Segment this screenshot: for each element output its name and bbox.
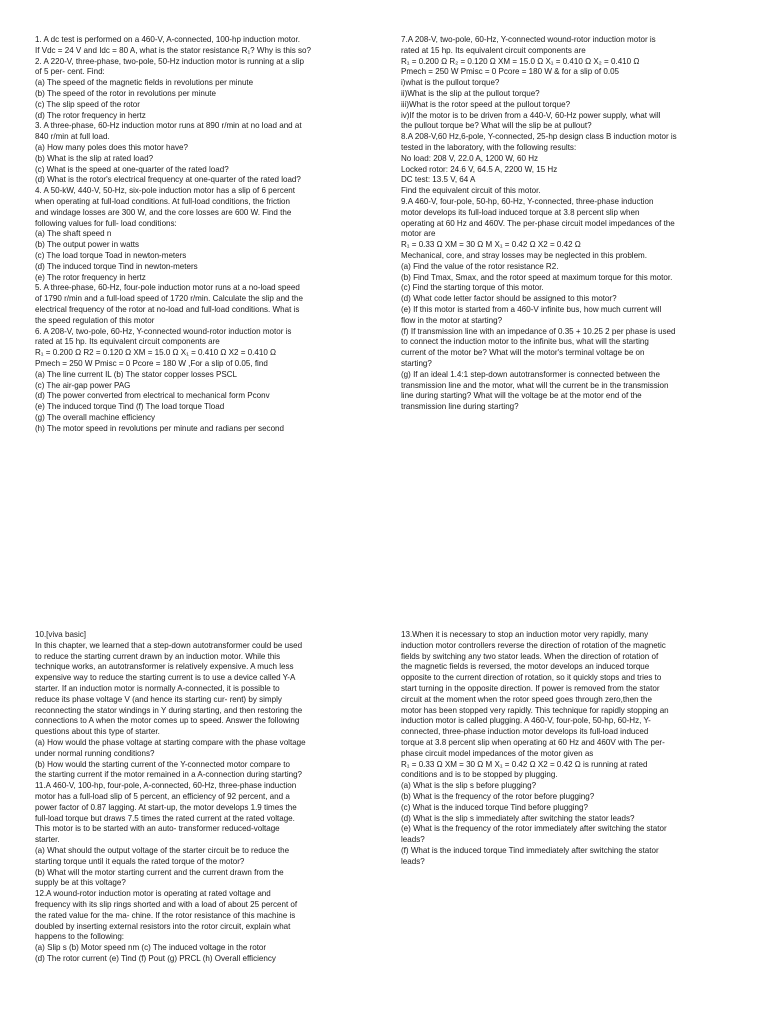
problems-1-6-text: 1. A dc test is performed on a 460-V, A-connected, 100-hp induction motor. If Vdc = 24 V and Idc = 80 A, what is the stator resistance R₁? Why is this so? 2. A 220-V, three-phase, two-pole, 50-Hz induction motor is running at a slip of 5 per- cent. Find: (a) The speed of the magnetic fields in revolutions per minute (b) The speed of the rotor in revolutions per minute (c) The slip speed of the rotor (d) The rotor frequency in hertz 3. A three-phase, 60-Hz induction motor runs at 890 r/min at no load and at 840 r/min at full load. (a) How many poles does this motor have? (b) What is the slip at rated load? (c) What is the speed at one-quarter of the rated load? (d) What is the rotor's electrical frequency at one-quarter of the rated load? 4. A 50-kW, 440-V, 50-Hz, six-pole induction motor has a slip of 6 percent when operating at full-load conditions. At full-load conditions, the friction and windage losses are 300 W, and the core losses are 600 W. Find the following values for full- load conditions: (a) The shaft speed n (b) The output power in watts (c) The load torque Toad in newton-meters (d) The induced torque Tind in newton-meters (e) The rotor frequency in hertz 5. A three-phase, 60-Hz, four-pole induction motor runs at a no-load speed of 1790 r/min and a full-load speed of 1720 r/min. Calculate the slip and the electrical frequency of the rotor at no-load and full-load conditions. What is the speed regulation of this motor 6. A 208-V, two-pole, 60-Hz, Y-connected wound-rotor induction motor is rated at 15 hp. Its equivalent circuit components are R₁ = 0.200 Ω R2 = 0.120 Ω XM = 15.0 Ω X₁ = 0.410 Ω X2 = 0.410 Ω Pmech = 250 W Pmisc = 0 Pcore = 180 W ,For a slip of 0.05, find (a) The line current IL (b) The stator copper losses PSCL (c) The air-gap power PAG (d) The power converted from electrical to mechanical form Pconv (e) The induced torque Tind (f) The load torque Tload (g) The overall machine efficiency (h) The motor speed in revolutions per minute and radians per second (35, 35, 311, 433)
problems-10-12-text: 10.[viva basic] In this chapter, we learned that a step-down autotransformer could be used to reduce the starting current drawn by an induction motor. While this technique works, an autotransformer is relatively expensive. A much less expensive way to reduce the starting current is to use a device called Y-A starter. If an induction motor is normally A-connected, it is possible to reduce its phase voltage V (and hence its starting cur- rent) by simply reconnecting the stator windings in Y during starting, and then restoring the connections to A when the motor comes up to speed. Answer the following questions about this type of starter. (a) How would the phase voltage at starting compare with the phase voltage under normal running conditions? (b) How would the starting current of the Y-connected motor compare to the starting current if the motor remained in a A-connection during starting? 11.A 460-V, 100-hp, four-pole, A-connected, 60-Hz, three-phase induction motor has a full-load slip of 5 percent, an efficiency of 92 percent, and a power factor of 0.87 lagging. At start-up, the motor develops 1.9 times the full-load torque but draws 7.5 times the rated current at the rated voltage. This motor is to be started with an auto- transformer reduced-voltage starter. (a) What should the output voltage of the starter circuit be to reduce the starting torque until it equals the rated torque of the motor? (b) What will the motor starting current and the current drawn from the supply be at this voltage? 12.A wound-rotor induction motor is operating at rated voltage and frequency with its slip rings shorted and with a load of about 25 percent of the rated value for the ma- chine. If the rotor resistance of this machine is doubled by inserting external resistors into the rotor circuit, explain what happens to the following: (a) Slip s (b) Motor speed nm (c) The induced voltage in the rotor (d) The rotor current (e) Tind (f) Pout (g) PRCL (h) Overall efficiency (35, 630, 306, 963)
problem-13-text: 13.When it is necessary to stop an induction motor very rapidly, many induction motor controllers reverse the direction of rotation of the magnetic fields by switching any two stator leads. When the direction of rotation of the magnetic fields is reversed, the motor develops an induced torque opposite to the current direction of rotation, so it quickly stops and tries to start turning in the opposite direction. If power is removed from the stator circuit at the moment when the rotor speed goes through zero,then the motor has been stopped very rapidly. This technique for rapidly stopping an induction motor is called plugging. A 460-V, four-pole, 50-hp, 60-Hz, Y- connected, three-phase induction motor develops its full-load induced torque at 3.8 percent slip when operating at 60 Hz and 460V with The per- phase circuit model impedances of the motor given as R₁ = 0.33 Ω XM = 30 Ω M X₁ = 0.42 Ω X2 = 0.42 Ω is running at rated conditions and is to be stopped by plugging. (a) What is the slip s before plugging? (b) What is the frequency of the rotor before plugging? (c) What is the induced torque Tind before plugging? (d) What is the slip s immediately after switching the stator leads? (e) What is the frequency of the rotor immediately after switching the stator leads? (f) What is the induced torque Tind immediately after switching the stator leads? (401, 630, 669, 866)
problems-7-9-text: 7.A 208-V, two-pole, 60-Hz, Y-connected wound-rotor induction motor is rated at 15 hp. Its equivalent circuit components are R₁ = 0.200 Ω R₂ = 0.120 Ω XM = 15.0 Ω X₁ = 0.410 Ω X₂ = 0.410 Ω Pmech = 250 W Pmisc = 0 Pcore = 180 W & for a slip of 0.05 i)what is the pullout torque? ii)What is the slip at the pullout torque? iii)What is the rotor speed at the pullout torque? iv)If the motor is to be driven from a 440-V, 60-Hz power supply, what will the pullout torque be? What will the slip be at pullout? 8.A 208-V,60 Hz,6-pole, Y-connected, 25-hp design class B induction motor is tested in the laboratory, with the following results: No load: 208 V, 22.0 A, 1200 W, 60 Hz Locked rotor: 24.6 V, 64.5 A, 2200 W, 15 Hz DC test: 13.5 V, 64 A Find the equivalent circuit of this motor. 9.A 460-V, four-pole, 50-hp, 60-Hz, Y-connected, three-phase induction motor develops its full-load induced torque at 3.8 percent slip when operating at 60 Hz and 460V. The per-phase circuit model impedances of the motor are R₁ = 0.33 Ω XM = 30 Ω M X₁ = 0.42 Ω X2 = 0.42 Ω Mechanical, core, and stray losses may be neglected in this problem. (a) Find the value of the rotor resistance R2. (b) Find Tmax, Smax, and the rotor speed at maximum torque for this motor. (c) Find the starting torque of this motor. (d) What code letter factor should be assigned to this motor? (e) If this motor is started from a 460-V infinite bus, how much current will flow in the motor at starting? (f) If transmission line with an impedance of 0.35 + 10.25 2 per phase is used to connect the induction motor to the infinite bus, what will the starting current of the motor be? What will the motor's terminal voltage be on starting? (g) If an ideal 1.4:1 step-down autotransformer is connected between the transmission line and the motor, what will the current be in the transmission line during starting? What will the voltage be at the motor end of the transmission line during starting? (401, 35, 677, 412)
